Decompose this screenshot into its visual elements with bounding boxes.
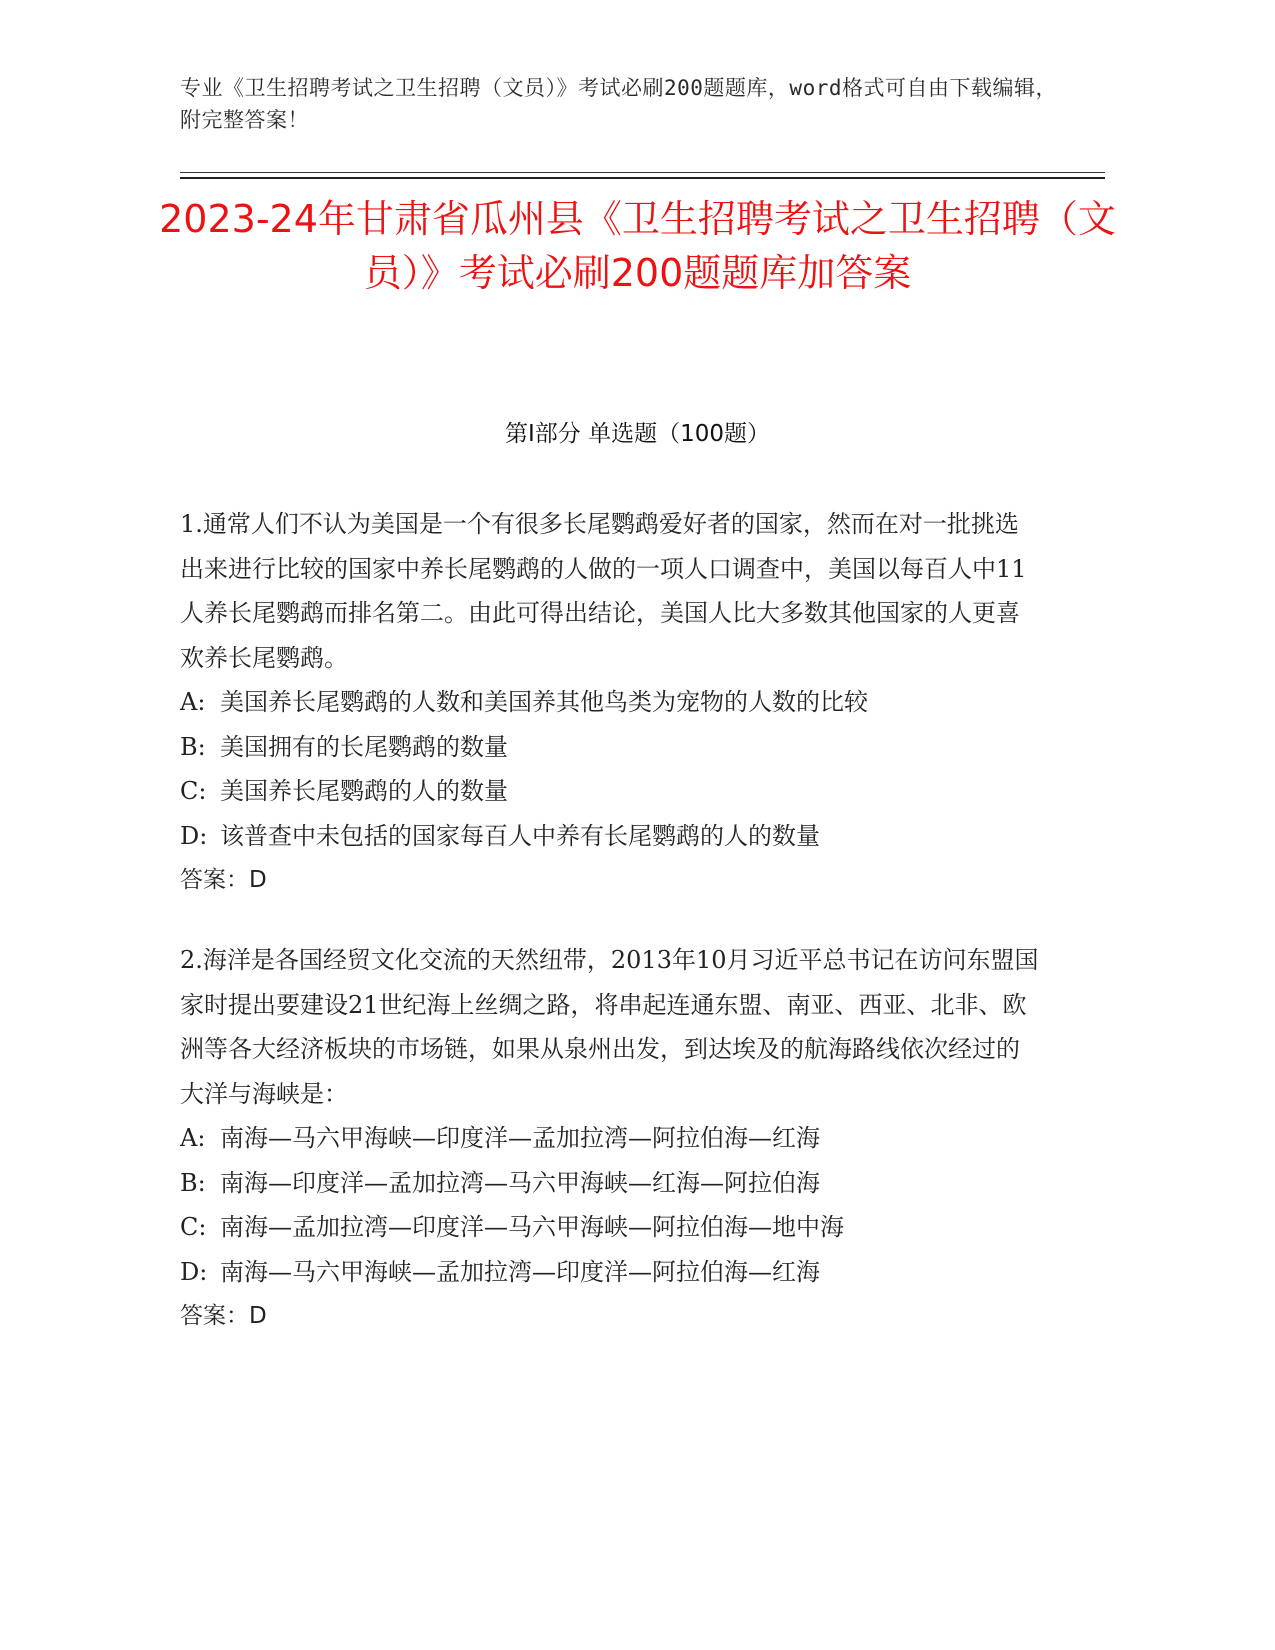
- option-d: [180, 1250, 1040, 1295]
- option-letter: B:: [180, 1168, 206, 1197]
- option-c: [180, 1205, 1040, 1250]
- option-a: [180, 680, 1040, 725]
- option-letter: B:: [180, 732, 206, 761]
- header-divider-thin: [180, 172, 1105, 173]
- answer: 答案：D: [180, 867, 267, 893]
- question-text: 2.海洋是各国经贸文化交流的天然纽带，2013年10月习近平总书记在访问东盟国家时提出要建设21世纪海上丝绸之路，将串起连通东盟、南亚、西亚、北非、欧洲等各大经济板块的市场链，如果从泉州出发，到达埃及的航海路线依次经过的大洋与海峡是：: [180, 946, 1039, 1108]
- option-text: 南海—孟加拉湾—印度洋—马六甲海峡—阿拉伯海—地中海: [220, 1213, 844, 1241]
- option-a: [180, 1116, 1040, 1161]
- option-text: 南海—印度洋—孟加拉湾—马六甲海峡—红海—阿拉伯海: [220, 1168, 820, 1197]
- question-1: [180, 502, 1040, 903]
- option-text: 南海—马六甲海峡—孟加拉湾—印度洋—阿拉伯海—红海: [220, 1257, 820, 1286]
- option-letter: A:: [180, 688, 206, 716]
- option-c: [180, 769, 1040, 814]
- header-note: 专业《卫生招聘考试之卫生招聘（文员）》考试必刷200题题库，word格式可自由下载编辑，附完整答案！: [180, 76, 1057, 132]
- question-text: 1.通常人们不认为美国是一个有很多长尾鹦鹉爱好者的国家，然而在对一批挑选出来进行比较的国家中养长尾鹦鹉的人做的一项人口调查中，美国以每百人中11人养长尾鹦鹉而排名第二。由此可得出结论，美国人比大多数其他国家的人更喜欢养长尾鹦鹉。: [180, 510, 1027, 672]
- section-heading: 第Ⅰ部分 单选题（100题）: [505, 421, 770, 447]
- option-letter: A:: [180, 1124, 206, 1152]
- option-b: [180, 1161, 1040, 1206]
- question-2: [180, 938, 1040, 1339]
- option-text: 美国养长尾鹦鹉的人数和美国养其他鸟类为宠物的人数的比较: [220, 688, 868, 716]
- option-text: 美国养长尾鹦鹉的人的数量: [220, 777, 508, 805]
- option-d: [180, 814, 1040, 859]
- answer: 答案：D: [180, 1303, 267, 1329]
- option-letter: D:: [180, 821, 208, 850]
- document-title: 2023-24年甘肃省瓜州县《卫生招聘考试之卫生招聘（文员）》考试必刷200题题库加答案: [159, 197, 1116, 295]
- option-letter: D:: [180, 1257, 208, 1286]
- option-letter: C:: [180, 777, 207, 805]
- option-b: [180, 725, 1040, 770]
- option-text: 美国拥有的长尾鹦鹉的数量: [220, 732, 508, 761]
- option-text: 该普查中未包括的国家每百人中养有长尾鹦鹉的人的数量: [220, 821, 820, 850]
- header-divider-thick: [180, 177, 1105, 179]
- option-letter: C:: [180, 1213, 207, 1241]
- option-text: 南海—马六甲海峡—印度洋—孟加拉湾—阿拉伯海—红海: [220, 1124, 820, 1152]
